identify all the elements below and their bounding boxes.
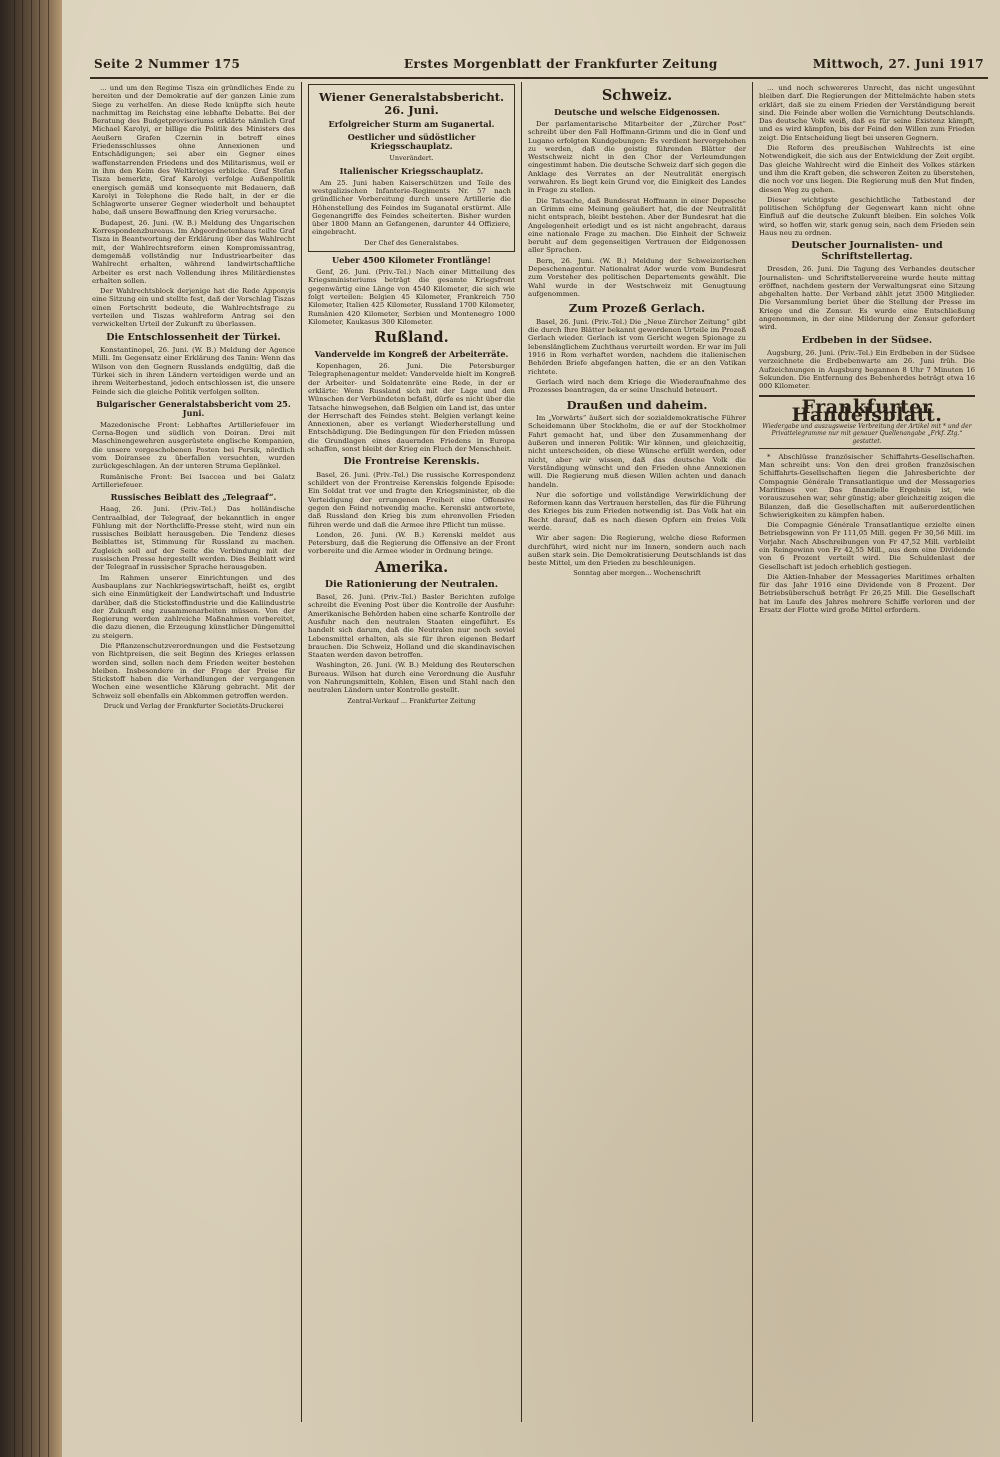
article-text: Basel, 26. Juni. (Priv.-Tel.) Basler Berichten zufolge schreibt die Evening Post über die Kontrolle der Ausfuhr: Amerikanische Behörden haben eine scharfe Kontrolle der Ausfuhr nach den neutralen Staaten eingeführt. Es handelt sich darum, daß die Neutralen nur noch soviel Lebensmittel erhalten, als sie für ihren eigenen Bedarf brauchen. Die Schweiz, Holland und die skandinavischen Staaten werden davon betroffen.: [308, 593, 515, 660]
article-text: Genf, 26. Juni. (Priv.-Tel.) Nach einer Mitteilung des Kriegsministeriums beträgt die gesamte Kriegsfront gegenwärtig eine Länge von 4540 Kilometer, die sich wie folgt verteilen: Belgien 45 Kilometer, Frankreich 750 Kilometer, Italien 425 Kilometer, Russland 1700 Kilometer, Rumänien 420 Kilometer, Serbien und Montenegro 1000 Kilometer, Kaukasus 300 Kilometer.: [308, 268, 515, 326]
article-text: Die Pflanzenschutzverordnungen und die Festsetzung von Richtpreisen, die seit Beginn des Krieges erlassen worden sind, sollen nach dem Frieden weiter bestehen bleiben. Insbesondere in der Frage der Preise für Stickstoff haben die Verhandlungen der vergangenen Wochen eine wesentliche Klärung gebracht. Mit der Schweiz soll ebenfalls ein Abkommen getroffen werden.: [92, 642, 295, 700]
headline-gerlach: Zum Prozeß Gerlach.: [568, 301, 706, 316]
article-text: Augsburg, 26. Juni. (Priv.-Tel.) Ein Erdbeben in der Südsee verzeichnete die Erdbebenwarte am 26. Juni früh. Die Aufzeichnungen in Augsburg begannen 8 Uhr 7 Minuten 16 Sekunden. Die Entfernung des Bebenherdes beträgt etwa 16 000 Kilometer.: [759, 349, 975, 391]
article-text: Gerlach wird nach dem Kriege die Wiederaufnahme des Prozesses beantragen, da er seine Unschuld beteuert.: [528, 377, 746, 395]
headline-italian-front: Italienischer Kriegsschauplatz.: [339, 165, 484, 176]
boxed-report: [308, 84, 515, 252]
article-text: Kopenhagen, 26. Juni. Die Petersburger Telegraphenagentur meldet: Vandervelde hielt im Kongreß der Arbeiter- und Soldatenräte eine Rede, in der er erklärte: Wenn Russland sich mit der Lage und den Wünschen der Verbündeten befaßt, dürfe es nicht über die Tatsache hinwegsehen, daß Belgien ein Land ist, das unter der Herrschaft des Feindes steht. Belgien verlangt keine Annexionen, aber es verlangt Wiederherstellung und Entschädigung. Die Bedingungen für den Frieden müssen die Grundlagen eines dauernden Friedens in Europa schaffen, sonst bleibt der Krieg ein Fluch der Menschheit.: [308, 362, 515, 454]
article-text: * Abschlüsse französischer Schiffahrts-Gesellschaften. Man schreibt uns: Von den drei großen französischen Schiffahrts-Gesellschaften liegen die Jahresberichte der Compagnie Générale Transatlantique und der Messageries Maritimes vor. Das finanzielle Ergebnis ist, wie vorauszusehen war, sehr günstig; aber gleichzeitig zeigen die Bilanzen, daß die Gesellschaften mit außerordentlichen Schwierigkeiten zu kämpfen haben.: [759, 452, 975, 519]
article-text: Dieser wichtigste geschichtliche Tatbestand der politischen Schöpfung der Gegenwart kann nicht ohne Einfluß auf die deutsche Zukunft bleiben. Ein solches Volk wird, so hoffen wir, stark genug sein, nach dem Frieden sein Haus neu zu ordnen.: [759, 195, 975, 238]
signature: Der Chef des Generalstabes.: [364, 238, 459, 247]
article-text: Nur die sofortige und vollständige Verwirklichung der Reformen kann das Vertrauen herstellen, das für die Führung des Krieges bis zum Frieden notwendig ist. Das Volk hat ein Recht darauf, daß es nach diesen Opfern ein freies Volk werde.: [528, 490, 746, 532]
headline-eidgenossen: Deutsche und welsche Eidgenossen.: [554, 106, 720, 117]
headline-erdbeben: Erdbeben in der Südsee.: [801, 334, 933, 346]
article-text: Der Wahlrechtsblock derjenige hat die Rede Apponyis eine Sitzung ein und stellte fest, daß der Vorschlag Tiszas einen Fortschritt bedeute, die Wahlrechtsfrage zu verteilen und Tiszas wahlreform Antrag sei den verwickelten Urteil der Zukunft zu überlassen.: [92, 287, 295, 329]
masthead-rule: [90, 77, 988, 79]
section-russland: Rußland.: [374, 329, 449, 347]
article-text: Wir aber sagen: Die Regierung, welche diese Reformen durchführt, wird nicht nur im Innern, sondern auch nach außen stark sein. Die Demokratisierung Deutschlands ist das beste Mittel, um den Frieden zu beschleunigen.: [528, 534, 746, 568]
masthead: [94, 55, 984, 75]
article-text: Bern, 26. Juni. (W. B.) Meldung der Schweizerischen Depeschenagentur. Nationalrat Ador wurde vom Bundesrat zum Vorsteher des politischen Departements gewählt. Die Wahl wurde in der Westschweiz mit Genugtuung aufgenommen.: [528, 256, 746, 298]
handelsblatt-header: [759, 395, 975, 449]
headline-rationierung: Die Rationierung der Neutralen.: [324, 578, 499, 590]
article-text: ... und noch schwereres Unrecht, das nicht ungesühnt bleiben darf. Die Regierungen der Mittelmächte haben stets erklärt, daß sie zu einem Frieden der Verständigung bereit sind. Die Feinde aber wollen die Vernichtung Deutschlands. Das deutsche Volk weiß, daß es für seine Existenz kämpft, und es wird kämpfen, bis der Feind den Willen zum Frieden zeigt. Die Entscheidung liegt bei unseren Gegnern.: [759, 84, 975, 142]
article-text: Die Tatsache, daß Bundesrat Hoffmann in einer Depesche an Grimm eine Meinung geäußert hat, die der Neutralität nicht entsprach, bleibt bestehen. Aber der Bundesrat hat die Angelegenheit erledigt und es ist nicht angebracht, daraus eine nationale Frage zu machen. Die Einheit der Schweiz beruht auf dem gegenseitigen Vertrauen der Eidgenossen aller Sprachen.: [528, 196, 746, 255]
headline-kerenski: Die Frontreise Kerenskis.: [343, 456, 480, 468]
page-number: Seite 2 Nummer 175: [94, 57, 241, 71]
footer-note: Zentral-Verkauf ... Frankfurter Zeitung: [347, 696, 476, 705]
issue-date: Mittwoch, 27. Juni 1917: [812, 57, 984, 71]
column-divider: [521, 82, 522, 1422]
headline-wiener-report: Wiener Generalstabsbericht. 26. Juni.: [318, 90, 505, 117]
article-text: Am 25. Juni haben Kaiserschützen und Teile des westgalizischen Infanterie-Regiments Nr. 57 nach gründlicher Vorbereitung durch unsere Artillerie die Höhenstellung des Feindes im Suganatal erstürmt. Alle Gegenangriffe des Feindes scheiterten. Bisher wurden über 1800 Mann an Gefangenen, darunter 44 Offiziere, eingebracht.: [312, 178, 511, 237]
headline-telegraaf: Russisches Beiblatt des „Telegraaf“.: [110, 492, 277, 503]
column-2: [308, 84, 515, 1424]
article-text: Basel, 26. Juni. (Priv.-Tel.) Die russische Korrespondenz schildert von der Frontreise Kerenskis folgende Episode: Ein Soldat trat vor und fragte den Kriegsminister, ob die Verteidigung der errungenen Freiheit eine Offensive gegen den Feind notwendig mache. Kerenski antwortete, daß Russland den Krieg bis zum ehrenvollen Frieden führen werde und daß die Armee ihre Pflicht tun müsse.: [308, 470, 515, 529]
section-handelsblatt: Frankfurter Handelsblatt.: [791, 395, 943, 426]
section-schweiz: Schweiz.: [601, 87, 673, 104]
article-text: Konstantinopel, 26. Juni. (W. B.) Meldung der Agence Milli. Im Gegensatz einer Erklärung des Tanin: Wenn das Wilson von den Gegnern Russlands endgültig, daß die Türkei sich in ihren Ländern verteidigen werde und an ihrem Weiterbestand, jedoch entschlossen ist, die unsere Feinde sich die gleiche Politik verfolgen sollten.: [92, 346, 295, 396]
headline-vandervelde: Vandervelde im Kongreß der Arbeiterräte.: [314, 349, 509, 360]
column-divider: [301, 82, 302, 1422]
article-text: Basel, 26. Juni. (Priv.-Tel.) Die „Neue Zürcher Zeitung“ gibt die durch Ihre Blätter bekannt gewordenen Urteile im Prozeß Gerlach wieder. Gerlach ist vom Gericht wegen Spionage zu lebenslänglichem Zuchthaus verurteilt worden. Er war im Juli 1916 in Rom verhaftet worden, nachdem die italienischen Behörden Briefe abgefangen hatten, die er an den Vatikan richtete.: [528, 317, 746, 376]
article-text: Die Aktien-Inhaber der Messageries Maritimes erhalten für das Jahr 1916 eine Dividende von 8 Prozent. Der Betriebsüberschuß beträgt Fr 26,25 Mill. Die Gesellschaft hat im Laufe des Jahres mehrere Schiffe verloren und der Ersatz der Flotte wird große Mittel erfordern.: [759, 572, 975, 615]
newspaper-page: [62, 0, 1000, 1457]
book-binding: [0, 0, 62, 1457]
article-text: ... und um den Regime Tisza ein gründliches Ende zu bereiten und der Demokratie auf der ganzen Linie zum Siege zu verhelfen. An diese Rede knüpfte sich heute nachmittag im Reichstag eine lebhafte Debatte. Bei der Beratung des Budgetprovisoriums erklärte nämlich Graf Michael Karolyi, er billige die Politik des Ministers des Aeußern Grafen Czernin in betreff eines Friedensschlusses ohne Annexionen und Entschädigungen; sei aber ein Gegner eines waffenstarrenden Friedens und des Militarismus, weil er in ihm den Keim des Weltkrieges erblicke. Graf Stefan Tisza bemerkte, Graf Karolyi verfolge Außenpolitik energisch gemäß und konsequente mit Bedauern, daß Karolyi in Telephone die Rede halt, in der er die Schlagworte unserer Gegner wiederholt und behauptet habe, daß unsere Bewaffnung den Krieg verursache.: [92, 84, 295, 217]
article-text: Rumänische Front: Bei Isaccea und bei Galatz Artilleriefeuer.: [92, 472, 295, 489]
article-text: Im „Vorwärts“ äußert sich der sozialdemokratische Führer Scheidemann über Stockholm, die er auf der Stockholmer Fahrt gemacht hat, und über den Zusammenhang der äußeren und inneren Politik: Wir können, und gleichzeitig, nicht unterscheiden, ob diese Wünsche erfüllt werden, oder nicht, aber wir wissen, daß das deutsche Volk die Verständigung wünscht und den Frieden ohne Annexionen will. Die Regierung muß diesen Willen achten und danach handeln.: [528, 414, 746, 489]
footer-note: Sonntag aber morgen... Wochenschrift: [573, 569, 701, 578]
column-1: [92, 84, 295, 1424]
article-text: London, 26. Juni. (W. B.) Kerenski meldet aus Petersburg, daß die Regierung die Offensive an der Front vorbereite und die Armee wieder in Ordnung bringe.: [308, 530, 515, 556]
headline-turkei: Die Entschlossenheit der Türkei.: [106, 331, 281, 343]
headline-bulgarian-report: Bulgarischer Generalstabsbericht vom 25. Juni.: [96, 398, 291, 418]
article-text: Der parlamentarische Mitarbeiter der „Zürcher Post“ schreibt über den Fall Hoffmann-Grimm und die in Genf und Lugano erfolgten Kundgebungen: Es verdient hervorgehoben zu werden, daß die geistig führenden Blätter der Westschweiz nicht in den Chor der Verleumdungen eingestimmt haben. Die deutsche Schweiz darf sich gegen die Anklage des Verrates an der Neutralität energisch verwahren. Es liegt kein Grund vor, die Einigkeit des Landes in Frage zu stellen.: [528, 119, 746, 195]
copyright-note: Wiedergabe und auszugsweise Verbreitung der Artikel mit * und der Privattelegramme nur mit genauer Quellenangabe „Frkf. Ztg.“ gestattet.: [762, 423, 972, 445]
status-text: Unverändert.: [389, 154, 434, 163]
article-text: Die Reform des preußischen Wahlrechts ist eine Notwendigkeit, die sich aus der Entwicklung der Zeit ergibt. Das gleiche Wahlrecht wird die Einheit des Volkes stärken und ihm die Kraft geben, die schweren Zeiten zu überstehen, die noch vor uns liegen. Die Regierung muß den Mut finden, diesen Weg zu gehen.: [759, 144, 975, 194]
article-text: Dresden, 26. Juni. Die Tagung des Verbandes deutscher Journalisten- und Schriftstellervereine wurde heute mittag eröffnet, nachdem gestern der Verwaltungsrat eine Sitzung abgehalten hatte. Der Verband zählt jetzt 3500 Mitglieder. Die Versammlung beriet über die Stellung der Presse im Kriege und die Zensur. Es wurde eine Entschließung angenommen, in der eine Milderung der Zensur gefordert wird.: [759, 265, 975, 332]
column-4: [759, 84, 975, 1424]
section-amerika: Amerika.: [374, 558, 449, 576]
headline-draussen: Draußen und daheim.: [566, 397, 708, 412]
article-text: Im Rahmen unserer Einrichtungen und des Ausbauplans zur Nachkriegswirtschaft, heißt es, ergibt sich eine Einmütigkeit der Landwirtschaft und Industrie darüber, daß die Stickstoffindustrie und die Kaliindustrie der Zukunft eng zusammenarbeiten müssen. Von der Regierung werden zahlreiche Maßnahmen vorbereitet, die dazu dienen, die Erzeugung künstlicher Düngemittel zu steigern.: [92, 573, 295, 640]
headline-journalisten: Deutscher Journalisten- und Schriftstellertag.: [791, 240, 943, 262]
column-divider: [752, 82, 753, 1422]
headline-sturm: Erfolgreicher Sturm am Suganertal.: [328, 119, 495, 130]
article-text: Haag, 26. Juni. (Priv.-Tel.) Das holländische Centraalblad, der Telegraaf, der bekanntlich in enger Fühlung mit der Northcliffe-Presse steht, wird nun ein russisches Beiblatt herausgeben. Die Tendenz dieses Beiblattes ist, Stimmung für Russland zu machen. Zugleich soll auf der Seite die Verbindung mit der russischen Presse hergestellt werden. Dies Beiblatt wird der Telegraaf in russischer Sprache herausgeben.: [92, 505, 295, 572]
headline-eastern-front: Oestlicher und südöstlicher Kriegsschauplatz.: [347, 132, 476, 152]
headline-frontlength: Ueber 4500 Kilometer Frontlänge!: [332, 255, 491, 266]
newspaper-title: Erstes Morgenblatt der Frankfurter Zeitung: [404, 57, 718, 71]
article-text: Washington, 26. Juni. (W. B.) Meldung des Reuterschen Bureaus. Wilson hat durch eine Verordnung die Ausfuhr von Nahrungsmitteln, Kohlen, Eisen und Stahl nach den neutralen Ländern unter Kontrolle gestellt.: [308, 661, 515, 695]
article-text: Mazedonische Front: Lebhaftes Artilleriefeuer im Cerna-Bogen und südlich von Doiran. Drei mit Maschinengewehren ausgerüstete englische Kompanien, die unsere vorgeschobenen Posten bei Persik, nördlich vom Doiransee zu überfallen versuchten, wurden zurückgeschlagen. An der unteren Struma Geplänkel.: [92, 420, 295, 471]
column-3: [528, 84, 746, 1424]
footer-note: Druck und Verlag der Frankfurter Societäts-Druckerei: [103, 702, 284, 711]
article-text: Die Compagnie Générale Transatlantique erzielte einen Betriebsgewinn von Fr 111,05 Mill. gegen Fr 30,56 Mill. im Vorjahr. Nach Abschreibungen von Fr 47,52 Mill. verbleibt ein Reingewinn von Fr 42,55 Mill., aus dem eine Dividende von 6 Prozent verteilt wird. Die Schuldenlast der Gesellschaft ist jedoch erheblich gestiegen.: [759, 521, 975, 571]
article-text: Budapest, 26. Juni. (W. B.) Meldung des Ungarischen Korrespondenzbureaus. Im Abgeordnetenhaus teilte Graf Tisza in Beantwortung der Erklärung über das Wahlrecht mit, der Wahlrechtsreform einen Kompromissantrag, demgemäß vollständig nur Industriearbeiter das Wahlrecht erhalten, während landwirtschaftliche Arbeiter es erst nach Vollendung ihres Militärdienstes erhalten sollen.: [92, 218, 295, 285]
